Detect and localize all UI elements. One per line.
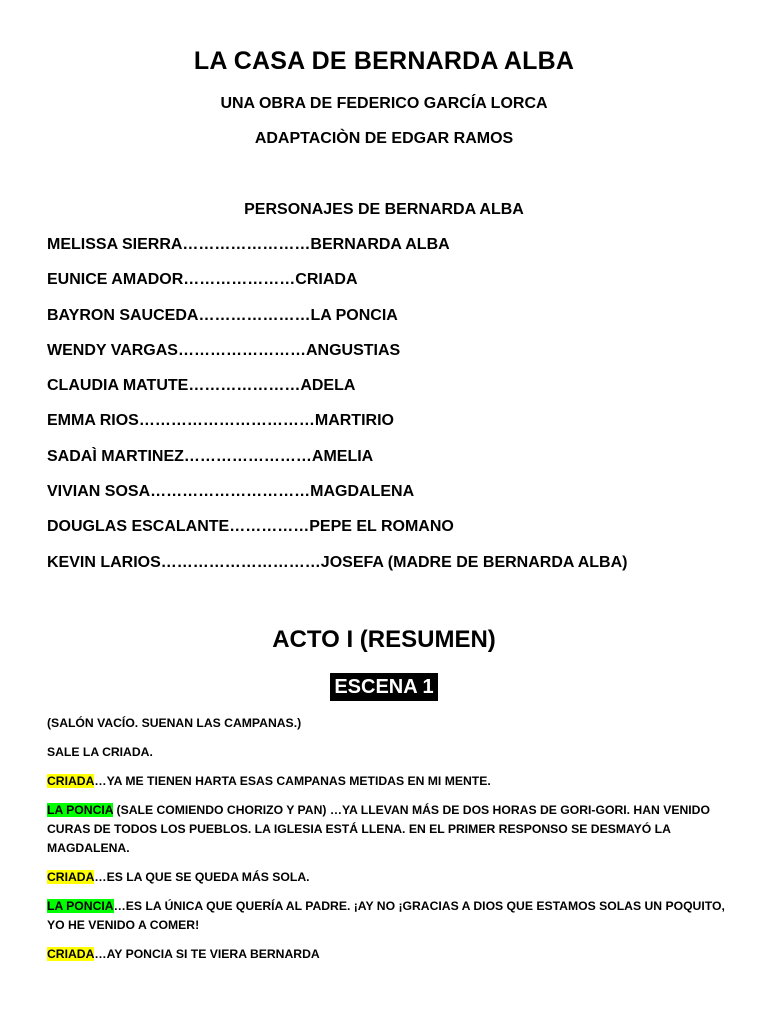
dialogue-line bbox=[47, 868, 727, 887]
cast-dots: ………………… bbox=[188, 377, 301, 395]
cast-row bbox=[47, 376, 627, 411]
speaker-label: LA PONCIA bbox=[47, 899, 114, 913]
cast-role: CRIADA bbox=[295, 271, 358, 289]
dialogue-line bbox=[47, 945, 727, 964]
cast-dots: ………………………… bbox=[160, 553, 321, 571]
cast-dots: ………………………… bbox=[150, 483, 311, 501]
cast-actor: EMMA RIOS bbox=[47, 412, 139, 430]
dialogue-line bbox=[47, 801, 727, 858]
dialogue-text: …ES LA ÚNICA QUE QUERÍA AL PADRE. ¡AY NO ¡GRACIAS A DIOS QUE ESTAMOS SOLAS UN POQUITO, YO HE VENIDO A COMER! bbox=[47, 899, 725, 932]
speaker-label: CRIADA bbox=[47, 870, 95, 884]
cast-role: AMELIA bbox=[311, 447, 374, 465]
cast-row bbox=[47, 517, 627, 552]
author-line: UNA OBRA DE FEDERICO GARCÍA LORCA bbox=[220, 95, 548, 112]
cast-actor: KEVIN LARIOS bbox=[47, 553, 161, 571]
cast-role: LA PONCIA bbox=[310, 306, 398, 324]
cast-row bbox=[47, 482, 627, 517]
adaptation-line: ADAPTACIÒN DE EDGAR RAMOS bbox=[254, 130, 514, 147]
act-title: ACTO I (RESUMEN) bbox=[272, 626, 496, 653]
cast-role: BERNARDA ALBA bbox=[310, 236, 450, 253]
cast-dots: ………………… bbox=[198, 306, 311, 324]
cast-actor: SADAÌ MARTINEZ bbox=[47, 447, 184, 465]
cast-role: ANGUSTIAS bbox=[305, 341, 401, 359]
dialogue-text: …YA ME TIENEN HARTA ESAS CAMPANAS METIDAS EN MI MENTE. bbox=[94, 774, 491, 788]
cast-list bbox=[47, 235, 627, 588]
cast-actor: CLAUDIA MATUTE bbox=[47, 377, 189, 395]
scene-badge: ESCENA 1 bbox=[330, 673, 437, 701]
cast-role: MAGDALENA bbox=[310, 483, 415, 501]
scene-heading bbox=[0, 673, 768, 701]
cast-actor: DOUGLAS ESCALANTE bbox=[47, 518, 230, 536]
cast-dots: ………………… bbox=[183, 271, 296, 289]
speaker-label: CRIADA bbox=[47, 774, 95, 788]
cast-actor: BAYRON SAUCEDA bbox=[47, 306, 199, 324]
speaker-label: CRIADA bbox=[47, 947, 95, 961]
cast-role: PEPE EL ROMANO bbox=[309, 518, 454, 536]
dialogue-line bbox=[47, 897, 727, 935]
cast-actor: EUNICE AMADOR bbox=[47, 271, 184, 289]
dialogue-text: …AY PONCIA SI TE VIERA BERNARDA bbox=[94, 947, 320, 961]
cast-row bbox=[47, 411, 627, 446]
cast-heading: PERSONAJES DE BERNARDA ALBA bbox=[244, 201, 524, 218]
cast-role: MARTIRIO bbox=[314, 412, 394, 430]
cast-role: JOSEFA (MADRE DE BERNARDA ALBA) bbox=[320, 553, 628, 571]
dialogue-text: (SALE COMIENDO CHORIZO Y PAN) …YA LLEVAN MÁS DE DOS HORAS DE GORI-GORI. HAN VENIDO CURAS DE TODOS LOS PUEBLOS. LA IGLESIA ESTÁ LLENA. EN EL PRIMER RESPONSO SE DESMAYÓ LA MAGDALENA. bbox=[47, 803, 710, 855]
script-body bbox=[47, 714, 727, 974]
cast-dots: …………………… bbox=[182, 236, 311, 253]
cast-row bbox=[47, 306, 627, 341]
dialogue-text: …ES LA QUE SE QUEDA MÁS SOLA. bbox=[94, 870, 310, 884]
stage-direction: SALE LA CRIADA. bbox=[47, 745, 153, 759]
stage-direction: (SALÓN VACÍO. SUENAN LAS CAMPANAS.) bbox=[47, 716, 302, 730]
cast-actor: MELISSA SIERRA bbox=[47, 236, 183, 253]
cast-role: ADELA bbox=[300, 377, 356, 395]
speaker-label: LA PONCIA bbox=[47, 803, 114, 817]
cast-row bbox=[47, 341, 627, 376]
cast-row bbox=[47, 270, 627, 305]
cast-row bbox=[47, 235, 627, 270]
cast-dots: …………………… bbox=[177, 341, 306, 359]
document-title: LA CASA DE BERNARDA ALBA bbox=[193, 47, 575, 75]
cast-actor: WENDY VARGAS bbox=[47, 341, 178, 359]
cast-dots: …………………………… bbox=[138, 412, 315, 430]
cast-row bbox=[47, 553, 627, 588]
cast-actor: VIVIAN SOSA bbox=[47, 483, 151, 501]
cast-dots: …………… bbox=[229, 518, 310, 536]
dialogue-line bbox=[47, 772, 727, 791]
cast-row bbox=[47, 447, 627, 482]
cast-dots: …………………… bbox=[183, 447, 312, 465]
